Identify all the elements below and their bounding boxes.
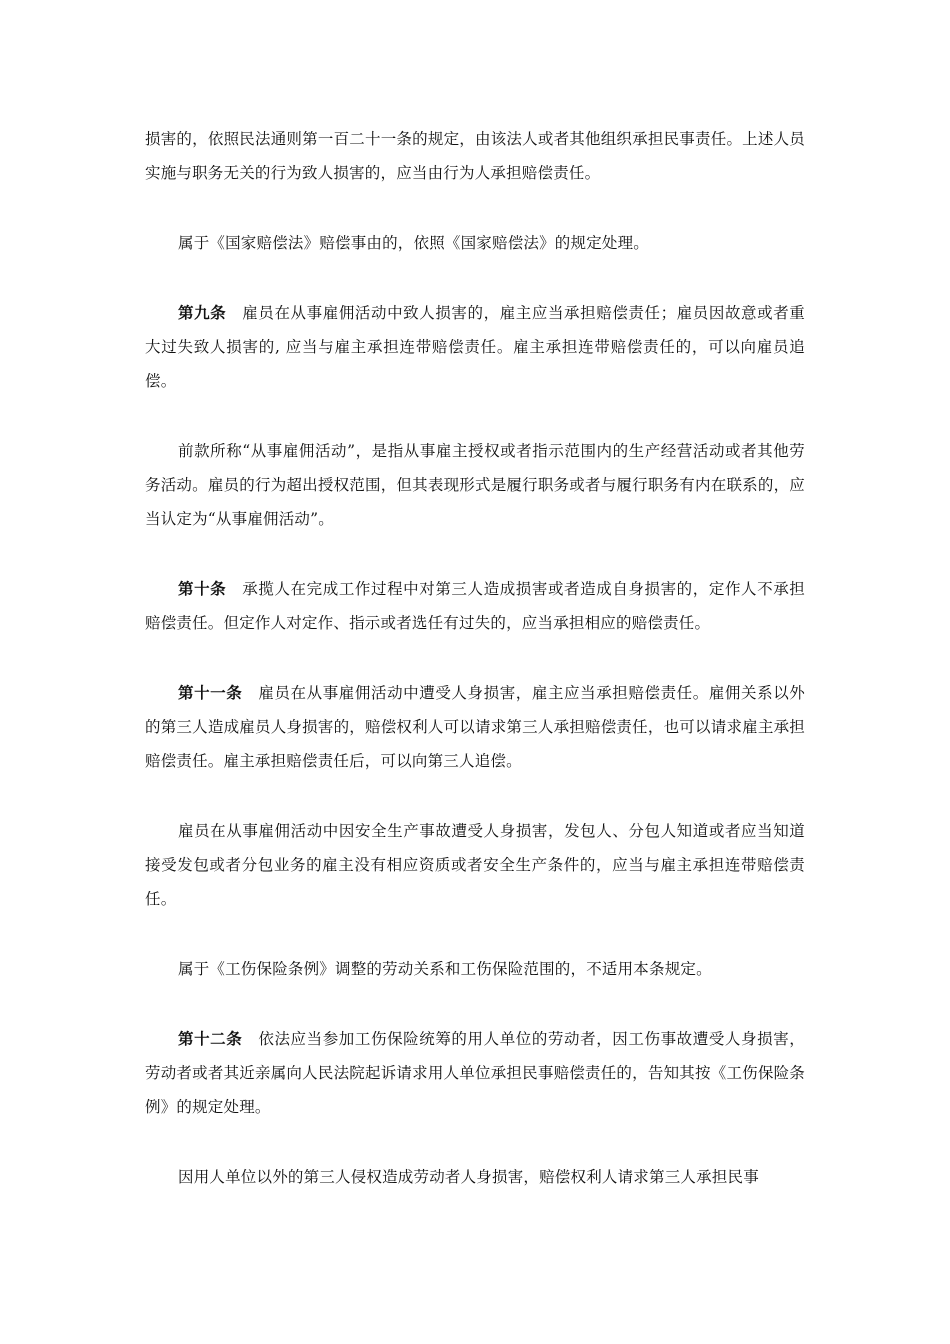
paragraph-text: 雇员在从事雇佣活动中致人损害的，雇主应当承担赔偿责任；雇员因故意或者重大过失致人损害的, 应当与雇主承担连带赔偿责任。雇主承担连带赔偿责任的，可以向雇员追偿。 [145,304,805,390]
article-11 [145,676,805,778]
document-body [145,122,805,1230]
paragraph-text: 承揽人在完成工作过程中对第三人造成损害或者造成自身损害的，定作人不承担赔偿责任。但定作人对定作、指示或者选任有过失的，应当承担相应的赔偿责任。 [145,580,805,632]
article-heading: 第九条 [178,303,227,322]
paragraph-text: 损害的，依照民法通则第一百二十一条的规定，由该法人或者其他组织承担民事责任。上述人员实施与职务无关的行为致人损害的，应当由行为人承担赔偿责任。 [145,130,805,182]
paragraph-text: 属于《工伤保险条例》调整的劳动关系和工伤保险范围的，不适用本条规定。 [178,960,712,978]
article-heading: 第十一条 [178,683,243,702]
paragraph-text: 属于《国家赔偿法》赔偿事由的，依照《国家赔偿法》的规定处理。 [178,234,650,252]
article-9 [145,296,805,398]
article-heading: 第十条 [178,579,227,598]
article-10 [145,572,805,640]
paragraph-text: 前款所称“从事雇佣活动”，是指从事雇主授权或者指示范围内的生产经营活动或者其他劳务活动。雇员的行为超出授权范围，但其表现形式是履行职务或者与履行职务有内在联系的，应当认定为“从事雇佣活动”。 [145,442,805,528]
paragraph [145,952,805,986]
paragraph [145,434,805,536]
paragraph [145,226,805,260]
paragraph-text: 依法应当参加工伤保险统筹的用人单位的劳动者，因工伤事故遭受人身损害，劳动者或者其近亲属向人民法院起诉请求用人单位承担民事赔偿责任的，告知其按《工伤保险条例》的规定处理。 [145,1030,805,1116]
paragraph-text: 因用人单位以外的第三人侵权造成劳动者人身损害，赔偿权利人请求第三人承担民事 [178,1168,759,1186]
paragraph [145,1160,805,1194]
article-heading: 第十二条 [178,1029,243,1048]
paragraph-text: 雇员在从事雇佣活动中因安全生产事故遭受人身损害，发包人、分包人知道或者应当知道接受发包或者分包业务的雇主没有相应资质或者安全生产条件的，应当与雇主承担连带赔偿责任。 [145,822,805,908]
paragraph-text: 雇员在从事雇佣活动中遭受人身损害，雇主应当承担赔偿责任。雇佣关系以外的第三人造成雇员人身损害的，赔偿权利人可以请求第三人承担赔偿责任，也可以请求雇主承担赔偿责任。雇主承担赔偿责任后，可以向第三人追偿。 [145,684,805,770]
paragraph-continued [145,122,805,190]
article-12 [145,1022,805,1124]
paragraph [145,814,805,916]
